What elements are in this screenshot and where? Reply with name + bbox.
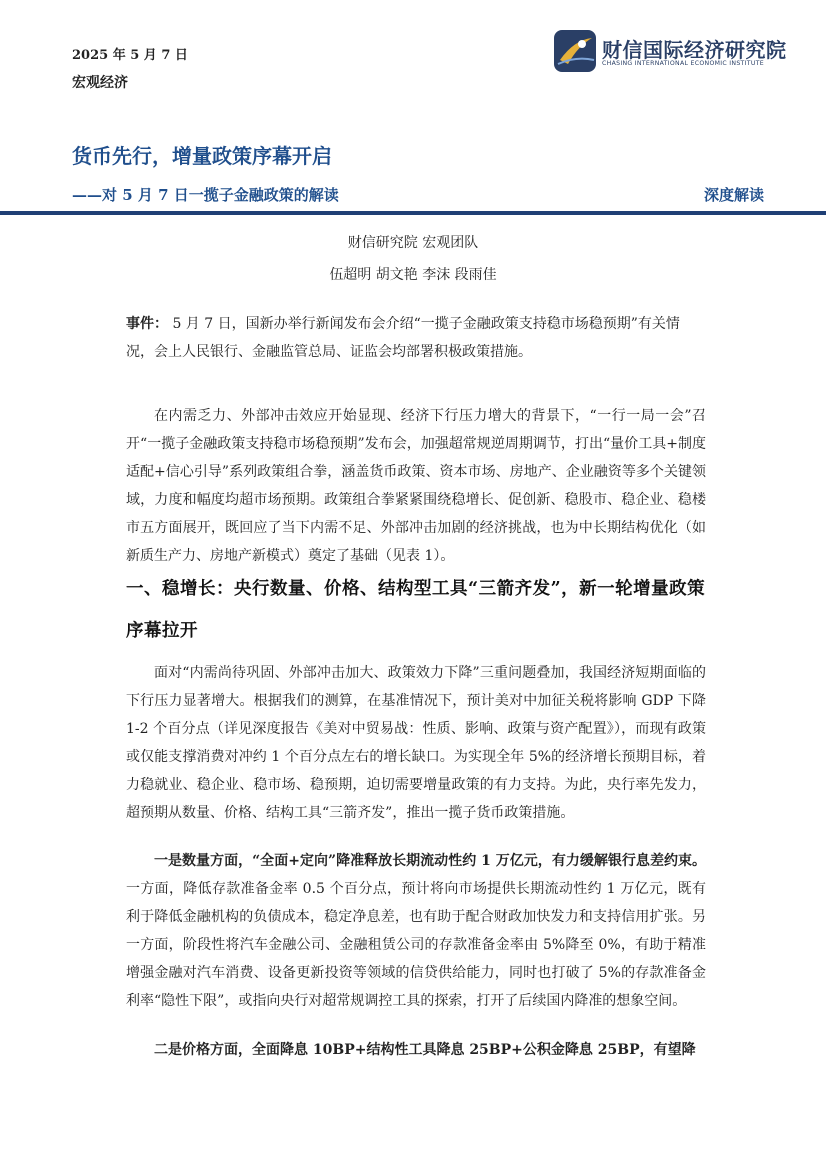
institute-name-en: CHASING INTERNATIONAL ECONOMIC INSTITUTE [602,60,764,67]
institute-logo [554,30,787,76]
body-paragraph-2-text: 一方面，降低存款准备金率 0.5 个百分点，预计将向市场提供长期流动性约 1 万亿元，既有利于降低金融机构的负债成本，稳定净息差，也有助于配合财政加快发力和支持信用扩张。另一方面，阶段性将汽车金融公司、金融租赁公司的存款准备金率由 5%降至 0%，有助于精准增强金融对汽车消费、设备更新投资等领域的信贷供给能力，同时也打破了 5%的存款准备金利率“隐性下限”，或指向央行对超常规调控工具的探索，打开了后续国内降准的想象空间。 [126,881,706,1009]
body-paragraph-1: 面对“内需尚待巩固、外部冲击加大、政策效力下降”三重问题叠加，我国经济短期面临的下行压力显著增大。根据我们的测算，在基准情况下，预计美对中加征关税将影响 GDP 下降 1-2 个百分点（详见深度报告《美对中贸易战：性质、影响、政策与资产配置》），而现有政策或仅能支撑消费对冲约 1 个百分点左右的增长缺口。为实现全年 5%的经济增长预期目标，着力稳就业、稳企业、稳市场、稳预期，迫切需要增量政策的有力支持。为此，央行率先发力，超预期从数量、价格、结构工具“三箭齐发”，推出一揽子货币政策措施。 [126,665,706,821]
intro-paragraph: 在内需乏力、外部冲击效应开始显现、经济下行压力增大的背景下，“一行一局一会”召开“一揽子金融政策支持稳市场稳预期”发布会，加强超常规逆周期调节，打出“量价工具+制度适配+信心引导”系列政策组合拳，涵盖货币政策、资本市场、房地产、企业融资等多个关键领域，力度和幅度均超市场预期。政策组合拳紧紧围绕稳增长、促创新、稳股市、稳企业、稳楼市五方面展开，既回应了当下内需不足、外部冲击加剧的经济挑战，也为中长期结构优化（如新质生产力、房地产新模式）奠定了基础（见表 1）。 [126,408,706,564]
event-label: 事件： [126,316,168,332]
section-heading-1: 一、稳增长：央行数量、价格、结构型工具“三箭齐发”，新一轮增量政策序幕拉开 [126,579,706,641]
body-paragraph-3-lead: 二是价格方面，全面降息 10BP+结构性工具降息 25BP+公积金降息 25BP，有望降 [154,1042,696,1058]
event-summary [126,310,706,366]
report-title: 货币先行，增量政策序幕开启 [72,144,332,168]
institute-logo-icon [554,30,596,72]
institute-name-cn: 财信国际经济研究院 [602,38,787,62]
body-paragraph-2 [126,847,706,1015]
author-team: 财信研究院 宏观团队 [347,235,479,251]
event-text: 5 月 7 日，国新办举行新闻发布会介绍“一揽子金融政策支持稳市场稳预期”有关情况，会上人民银行、金融监管总局、证监会均部署积极政策措施。 [126,316,680,360]
body-paragraph-3 [126,1036,706,1064]
body-paragraph-2-lead: 一是数量方面，“全面+定向”降准释放长期流动性约 1 万亿元，有力缓解银行息差约束。 [154,853,706,869]
report-category: 宏观经济 [72,75,128,91]
report-type-tag: 深度解读 [703,186,764,204]
report-subtitle: ——对 5 月 7 日一揽子金融政策的解读 [72,186,339,204]
report-date: 2025 年 5 月 7 日 [72,48,188,63]
author-names: 伍超明 胡文艳 李沫 段雨佳 [329,267,497,283]
header-divider [0,211,826,215]
